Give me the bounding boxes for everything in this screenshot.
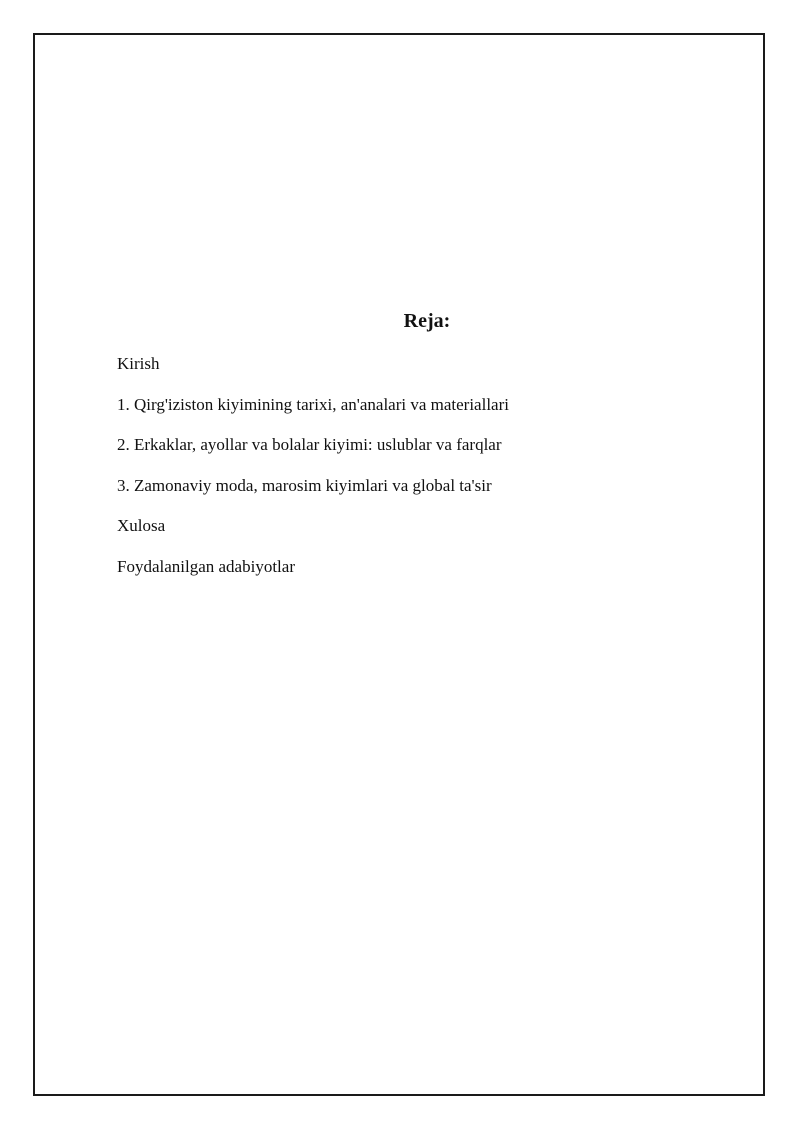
toc-item-chapter-3: 3. Zamonaviy moda, marosim kiyimlari va global ta'sir [117, 475, 492, 495]
table-of-contents [117, 354, 509, 597]
toc-item-introduction: Kirish [117, 354, 160, 373]
toc-item-chapter-1: 1. Qirg'iziston kiyimining tarixi, an'analari va materiallari [117, 394, 509, 414]
page-frame [33, 33, 765, 1096]
toc-item-chapter-2: 2. Erkaklar, ayollar va bolalar kiyimi: uslublar va farqlar [117, 435, 502, 454]
page-title: Reja: [403, 310, 451, 332]
toc-item-conclusion: Xulosa [117, 516, 166, 535]
toc-item-references: Foydalanilgan adabiyotlar [117, 556, 295, 576]
